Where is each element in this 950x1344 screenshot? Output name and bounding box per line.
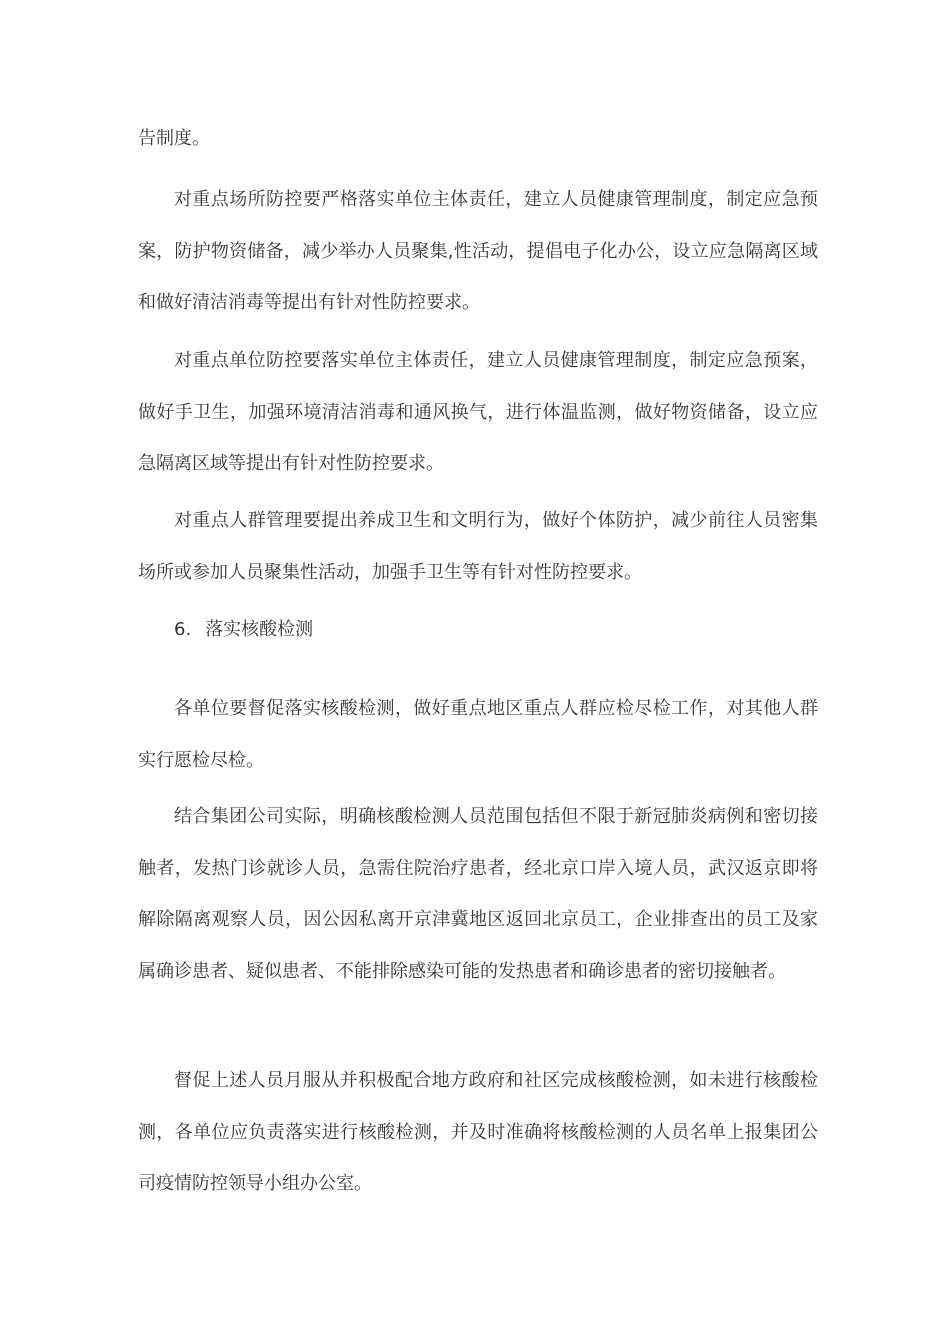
section-heading-text: 落实核酸检测	[205, 619, 314, 640]
paragraph-continuation: 告制度。	[138, 128, 210, 149]
paragraph-key-groups: 对重点人群管理要提出养成卫生和文明行为，做好个体防护，减少前往人员密集场所或参加人员聚集性活动，加强手卫生等有针对性防控要求。	[138, 510, 818, 583]
paragraph-key-units: 对重点单位防控要落实单位主体责任，建立人员健康管理制度，制定应急预案，做好手卫生，加强环境清洁消毒和通风换气，进行体温监测，做好物资储备，设立应急隔离区域等提出有针对性防控要求。	[138, 350, 818, 474]
paragraph-testing-duty: 各单位要督促落实核酸检测，做好重点地区重点人群应检尽检工作，对其他人群实行愿检尽检。	[138, 698, 818, 771]
paragraph-testing-report: 督促上述人员月服从并积极配合地方政府和社区完成核酸检测，如未进行核酸检测，各单位应负责落实进行核酸检测，并及时准确将核酸检测的人员名单上报集团公司疫情防控领导小组办公室。	[138, 1070, 818, 1194]
section-heading	[174, 604, 313, 656]
paragraph-key-venues: 对重点场所防控要严格落实单位主体责任，建立人员健康管理制度，制定应急预案，防护物资储备，减少举办人员聚集,性活动，提倡电子化办公，设立应急隔离区域和做好清洁消毒等提出有针对性防控要求。	[138, 189, 818, 313]
paragraph-testing-scope: 结合集团公司实际，明确核酸检测人员范围包括但不限于新冠肺炎病例和密切接触者，发热门诊就诊人员，急需住院治疗患者，经北京口岸入境人员，武汉返京即将解除隔离观察人员，因公因私离开京津冀地区返回北京员工，企业排查出的员工及家属确诊患者、疑似患者、不能排除感染可能的发热患者和确诊患者的密切接触者。	[138, 806, 818, 982]
section-heading-number: 6.	[174, 619, 192, 640]
